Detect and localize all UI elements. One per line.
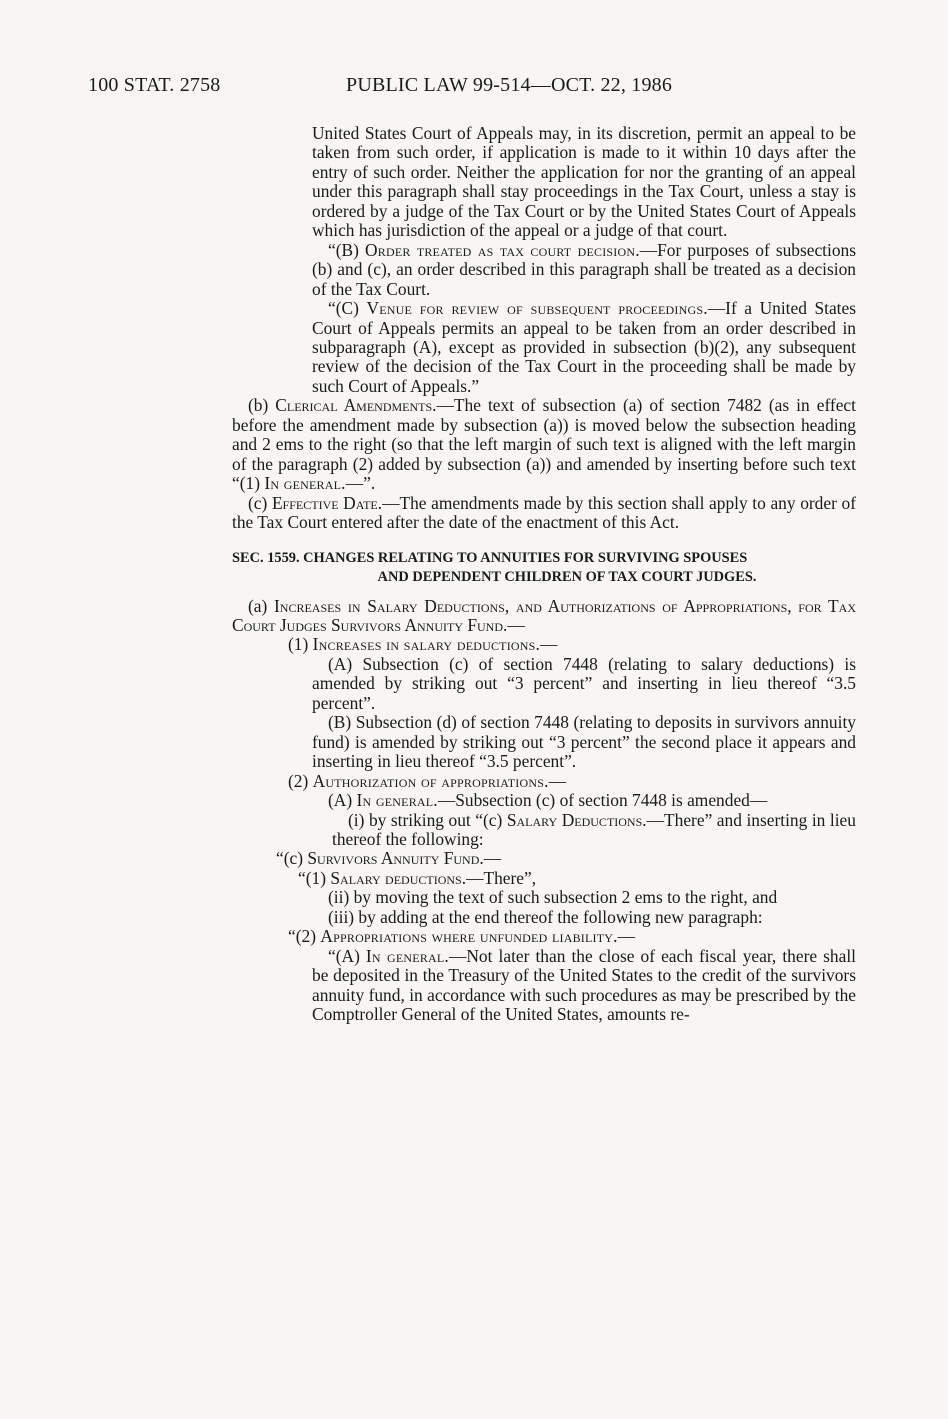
quoted-subparagraph-A: “(A) In general.—Not later than the close of each fiscal year, there shall be deposited in the Treasury of the United States to the credit of the survivors annuity fund, in accordance with such procedures as may be prescribed by the Comptroller General of the United States, amounts re- xyxy=(312,945,856,1025)
quoted-paragraph-1: “(1) Salary deductions.—There”, xyxy=(298,867,537,888)
public-law-citation: PUBLIC LAW 99-514—OCT. 22, 1986 xyxy=(346,74,673,96)
paragraph-2A: (A) In general.—Subsection (c) of section 7448 is amended— xyxy=(328,790,768,811)
clause-i-heading: Salary Deductions. xyxy=(506,809,647,830)
section-heading-line2: AND DEPENDENT CHILDREN OF TAX COURT JUDGES. xyxy=(377,568,757,585)
subparagraph-B: “(B) Order treated as tax court decision.—For purposes of subsections (b) and (c), an order described in this paragraph shall be treated as a decision of the Tax Court. xyxy=(312,239,857,299)
subsection-b-heading: Clerical Amendments. xyxy=(275,395,437,416)
subsection-b: (b) Clerical Amendments.—The text of subsection (a) of section 7482 (as in effect before the amendment made by subsection (a)) is moved below the subsection heading and 2 ems to the right (so that the left margin of such text is aligned with the left margin of the paragraph (2) added by subsection (a)) and amended by inserting before such text “(1) In general.—”. xyxy=(232,395,856,494)
paragraph-1-heading: Increases in salary deductions. xyxy=(312,634,541,655)
paragraph-1A: (A) Subsection (c) of section 7448 (relating to salary deductions) is amended by striking out “3 percent” and inserting in lieu thereof “3.5 percent”. xyxy=(312,653,856,713)
clause-ii: (ii) by moving the text of such subsection 2 ems to the right, and xyxy=(328,887,778,908)
paragraph-court-of-appeals: United States Court of Appeals may, in its discretion, permit an appeal to be taken from such order, if application is made to it within 10 days after the entry of such order. Neither the application for nor the granting of an appeal under this paragraph shall stay proceedings in the Tax Court, unless a stay is ordered by a judge of the Tax Court or by the United States Court of Appeals which has jurisdiction of the appeal or a judge of that court. xyxy=(312,123,856,241)
quoted-subsection-c-heading: Survivors Annuity Fund. xyxy=(307,848,484,869)
subsection-a-heading: Increases in Salary Deductions, and Authorizations of Appropriations, for Tax Court Judges Survivors Annuity Fund. xyxy=(232,595,856,635)
subparagraph-B-heading: Order treated as tax court decision. xyxy=(364,239,640,260)
section-heading-line1: SEC. 1559. CHANGES RELATING TO ANNUITIES FOR SURVIVING SPOUSES xyxy=(232,549,748,566)
subparagraph-C-heading: Venue for review of subsequent proceedings. xyxy=(366,298,708,319)
subsection-a: (a) Increases in Salary Deductions, and Authorizations of Appropriations, for Tax Court Judges Survivors Annuity Fund.— xyxy=(232,595,856,635)
clause-iii: (iii) by adding at the end thereof the following new paragraph: xyxy=(328,906,763,927)
quoted-paragraph-2: “(2) Appropriations where unfunded liability.— xyxy=(288,926,636,947)
paragraph-1B: (B) Subsection (d) of section 7448 (relating to deposits in survivors annuity fund) is amended by striking out “3 percent” the second place it appears and inserting in lieu thereof “3.5 percent”. xyxy=(312,712,856,772)
paragraph-1: (1) Increases in salary deductions.— xyxy=(288,634,558,655)
clause-i: (i) by striking out “(c) Salary Deductions.—There” and inserting in lieu thereof the following: xyxy=(332,809,856,849)
subsection-c: (c) Effective Date.—The amendments made by this section shall apply to any order of the Tax Court entered after the date of the enactment of this Act. xyxy=(232,492,856,533)
paragraph-2-heading: Authorization of appropriations. xyxy=(312,770,549,791)
quoted-subsection-c: “(c) Survivors Annuity Fund.— xyxy=(276,848,502,869)
section-heading xyxy=(232,549,856,587)
quoted-subparagraph-A-heading: In general. xyxy=(365,945,449,966)
subparagraph-C: “(C) Venue for review of subsequent proceedings.—If a United States Court of Appeals permits an appeal to be taken from an order described in subparagraph (A), except as provided in subsection (b)(2), any subsequent review of the decision of the Tax Court in the proceeding shall be made by such Court of Appeals.” xyxy=(312,298,856,396)
paragraph-2: (2) Authorization of appropriations.— xyxy=(288,770,567,791)
stat-page-number: 100 STAT. 2758 xyxy=(88,74,221,96)
paragraph-2A-heading: In general. xyxy=(356,790,438,811)
subsection-c-heading: Effective Date. xyxy=(271,492,383,513)
body-text xyxy=(232,124,856,1024)
quoted-paragraph-1-heading: Salary deductions. xyxy=(330,867,467,888)
quoted-paragraph-2-heading: Appropriations where unfunded liability. xyxy=(320,926,618,947)
